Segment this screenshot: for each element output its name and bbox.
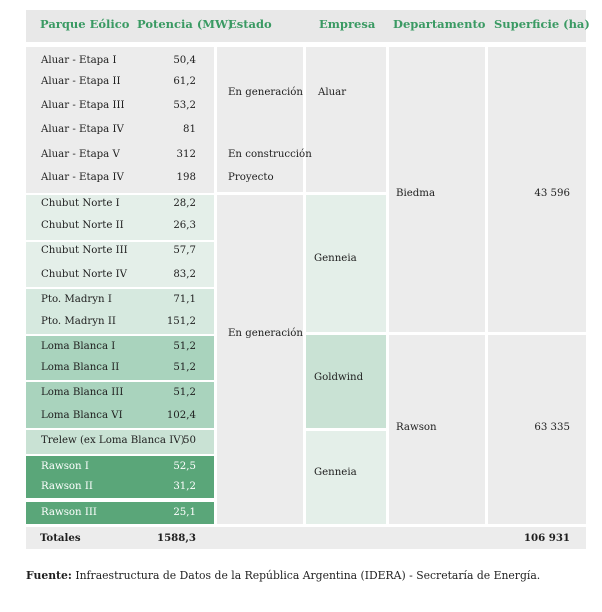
row-power: 51,2 <box>173 387 196 398</box>
row-power: 102,4 <box>166 410 196 421</box>
header-empresa: Empresa <box>319 17 376 31</box>
separator <box>26 380 214 382</box>
row-name: Loma Blanca I <box>41 341 116 352</box>
row-power: 52,5 <box>173 461 196 472</box>
empresa-label: Aluar <box>318 87 347 98</box>
estado-label: En construcción <box>228 149 312 160</box>
estado-label: Proyecto <box>228 172 274 183</box>
row-name: Rawson I <box>41 461 89 472</box>
separator <box>26 287 214 289</box>
separator <box>26 428 214 430</box>
header-potencia: Potencia (MW) <box>137 17 234 31</box>
row-name: Loma Blanca III <box>41 387 124 398</box>
row-name: Aluar - Etapa II <box>41 76 121 87</box>
row-name: Chubut Norte II <box>41 220 124 231</box>
row-name: Rawson III <box>41 507 97 518</box>
row-name: Aluar - Etapa IV <box>41 124 124 135</box>
totals-surface: 106 931 <box>523 532 570 544</box>
totals-label: Totales <box>40 532 81 544</box>
row-power: 51,2 <box>173 362 196 373</box>
row-power: 50 <box>183 435 196 446</box>
row-name: Loma Blanca II <box>41 362 120 373</box>
row-power: 198 <box>176 172 196 183</box>
row-power: 57,7 <box>173 245 196 256</box>
row-power: 51,2 <box>173 341 196 352</box>
empresa-label: Genneia <box>314 467 357 478</box>
row-power: 28,2 <box>173 198 196 209</box>
separator <box>26 193 214 195</box>
empresa-aluar <box>306 47 386 192</box>
estado-block-2 <box>217 195 303 524</box>
row-name: Aluar - Etapa I <box>41 55 117 66</box>
header-superficie: Superficie (ha) <box>494 17 590 31</box>
row-power: 53,2 <box>173 100 196 111</box>
row-power: 83,2 <box>173 269 196 280</box>
row-name: Pto. Madryn II <box>41 316 116 327</box>
row-name: Trelew (ex Loma Blanca IV) <box>41 435 185 446</box>
estado-label: En generación <box>228 87 303 98</box>
separator <box>26 454 214 456</box>
row-power: 312 <box>176 149 196 160</box>
row-name: Aluar - Etapa III <box>41 100 125 111</box>
row-name: Chubut Norte IV <box>41 269 127 280</box>
superficie-value: 43 596 <box>534 188 570 199</box>
header-estado: Estado <box>228 17 272 31</box>
row-power: 26,3 <box>173 220 196 231</box>
row-power: 31,2 <box>173 481 196 492</box>
source-note <box>26 569 540 582</box>
separator <box>26 240 214 242</box>
row-power: 50,4 <box>173 55 196 66</box>
row-power: 25,1 <box>173 507 196 518</box>
row-power: 151,2 <box>166 316 196 327</box>
superficie-value: 63 335 <box>534 422 570 433</box>
row-name: Rawson II <box>41 481 93 492</box>
departamento-label: Rawson <box>396 422 437 433</box>
row-name: Loma Blanca VI <box>41 410 123 421</box>
header-parque: Parque Eólico <box>40 17 130 31</box>
row-power: 81 <box>183 124 196 135</box>
empresa-label: Genneia <box>314 253 357 264</box>
separator <box>26 334 214 336</box>
row-name: Pto. Madryn I <box>41 294 112 305</box>
row-name: Aluar - Etapa IV <box>41 172 124 183</box>
row-name: Aluar - Etapa V <box>41 149 120 160</box>
totals-power: 1588,3 <box>157 532 196 544</box>
departamento-label: Biedma <box>396 188 436 199</box>
header-departamento: Departamento <box>393 17 486 31</box>
source-text: Infraestructura de Datos de la República Argentina (IDERA) - Secretaría de Energía. <box>71 569 541 582</box>
row-name: Chubut Norte I <box>41 198 120 209</box>
empresa-label: Goldwind <box>314 372 364 383</box>
source-label: Fuente: <box>26 569 72 582</box>
row-power: 71,1 <box>173 294 196 305</box>
row-name: Chubut Norte III <box>41 245 128 256</box>
separator <box>26 498 214 502</box>
row-power: 61,2 <box>173 76 196 87</box>
estado-label: En generación <box>228 328 303 339</box>
